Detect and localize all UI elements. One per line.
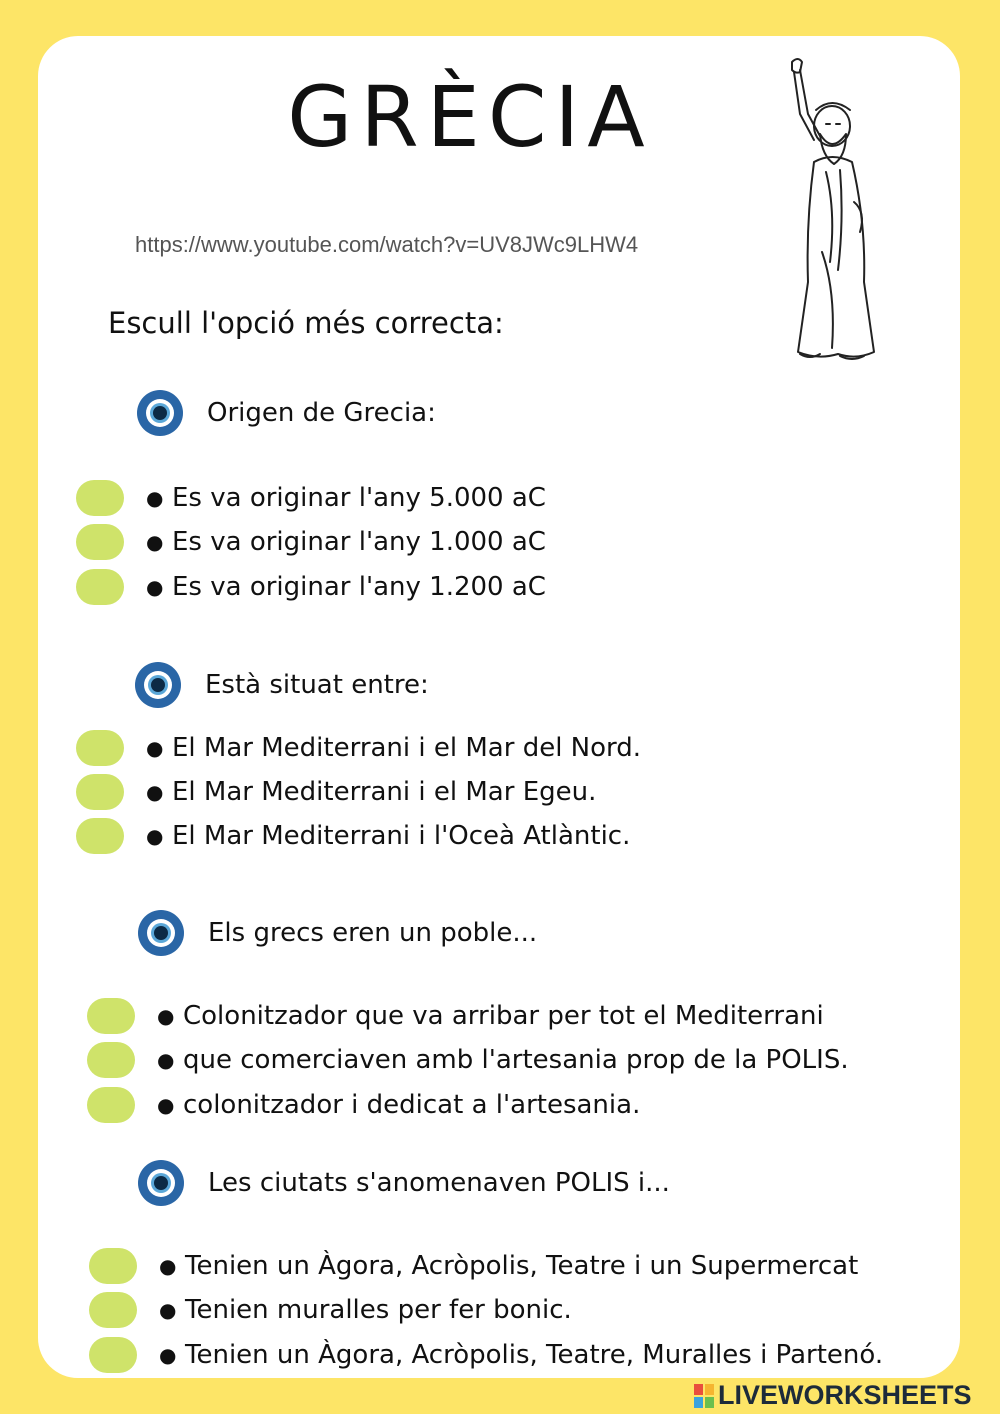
option-text: Tenien muralles per fer bonic. <box>185 1295 572 1325</box>
option-1-1[interactable] <box>76 480 546 516</box>
answer-checkbox[interactable] <box>87 1042 135 1078</box>
answer-checkbox[interactable] <box>76 569 124 605</box>
option-3-1[interactable] <box>87 998 824 1034</box>
bullet-icon: ● <box>146 824 164 848</box>
option-4-3[interactable] <box>89 1337 883 1373</box>
bullet-icon: ● <box>146 736 164 760</box>
evil-eye-icon <box>137 390 183 436</box>
greek-philosopher-illustration <box>770 52 880 378</box>
logo-text: LIVEWORKSHEETS <box>718 1380 972 1410</box>
option-text: El Mar Mediterrani i el Mar Egeu. <box>172 777 597 807</box>
question-text: Els grecs eren un poble... <box>208 918 538 948</box>
question-2 <box>135 662 429 708</box>
option-4-1[interactable] <box>89 1248 858 1284</box>
answer-checkbox[interactable] <box>76 818 124 854</box>
question-3 <box>138 910 537 956</box>
option-3-3[interactable] <box>87 1087 640 1123</box>
answer-checkbox[interactable] <box>76 730 124 766</box>
answer-checkbox[interactable] <box>89 1248 137 1284</box>
bullet-icon: ● <box>159 1298 177 1322</box>
bullet-icon: ● <box>159 1254 177 1278</box>
instruction-text: Escull l'opció més correcta: <box>108 306 504 340</box>
bullet-icon: ● <box>159 1343 177 1367</box>
bullet-icon: ● <box>146 780 164 804</box>
option-2-3[interactable] <box>76 818 630 854</box>
question-1 <box>137 390 436 436</box>
option-1-2[interactable] <box>76 524 546 560</box>
answer-checkbox[interactable] <box>87 1087 135 1123</box>
bullet-icon: ● <box>146 530 164 554</box>
bullet-icon: ● <box>157 1093 175 1117</box>
answer-checkbox[interactable] <box>76 524 124 560</box>
question-text: Origen de Grecia: <box>207 398 436 428</box>
evil-eye-icon <box>138 1160 184 1206</box>
option-4-2[interactable] <box>89 1292 572 1328</box>
bullet-icon: ● <box>146 486 164 510</box>
option-text: Tenien un Àgora, Acròpolis, Teatre i un Supermercat <box>185 1251 859 1281</box>
bullet-icon: ● <box>157 1004 175 1028</box>
option-text: Es va originar l'any 5.000 aC <box>172 483 546 513</box>
bullet-icon: ● <box>157 1048 175 1072</box>
page-title: GRÈCIA <box>287 68 653 166</box>
option-text: El Mar Mediterrani i el Mar del Nord. <box>172 733 642 763</box>
liveworksheets-logo-icon <box>694 1384 714 1408</box>
answer-checkbox[interactable] <box>87 998 135 1034</box>
option-text: Tenien un Àgora, Acròpolis, Teatre, Muralles i Partenó. <box>185 1340 884 1370</box>
option-text: colonitzador i dedicat a l'artesania. <box>183 1090 641 1120</box>
video-link[interactable]: https://www.youtube.com/watch?v=UV8JWc9LHW4 <box>135 232 639 257</box>
option-text: que comerciaven amb l'artesania prop de la POLIS. <box>183 1045 849 1075</box>
option-text: Es va originar l'any 1.200 aC <box>172 572 546 602</box>
question-4 <box>138 1160 670 1206</box>
option-text: Colonitzador que va arribar per tot el Mediterrani <box>183 1001 824 1031</box>
bullet-icon: ● <box>146 575 164 599</box>
option-text: Es va originar l'any 1.000 aC <box>172 527 546 557</box>
option-text: El Mar Mediterrani i l'Oceà Atlàntic. <box>172 821 631 851</box>
option-3-2[interactable] <box>87 1042 849 1078</box>
question-text: Les ciutats s'anomenaven POLIS i... <box>208 1168 670 1198</box>
question-text: Està situat entre: <box>205 670 429 700</box>
option-1-3[interactable] <box>76 569 546 605</box>
option-2-2[interactable] <box>76 774 596 810</box>
liveworksheets-logo[interactable] <box>694 1380 972 1411</box>
answer-checkbox[interactable] <box>76 480 124 516</box>
evil-eye-icon <box>135 662 181 708</box>
evil-eye-icon <box>138 910 184 956</box>
answer-checkbox[interactable] <box>76 774 124 810</box>
answer-checkbox[interactable] <box>89 1337 137 1373</box>
option-2-1[interactable] <box>76 730 641 766</box>
answer-checkbox[interactable] <box>89 1292 137 1328</box>
